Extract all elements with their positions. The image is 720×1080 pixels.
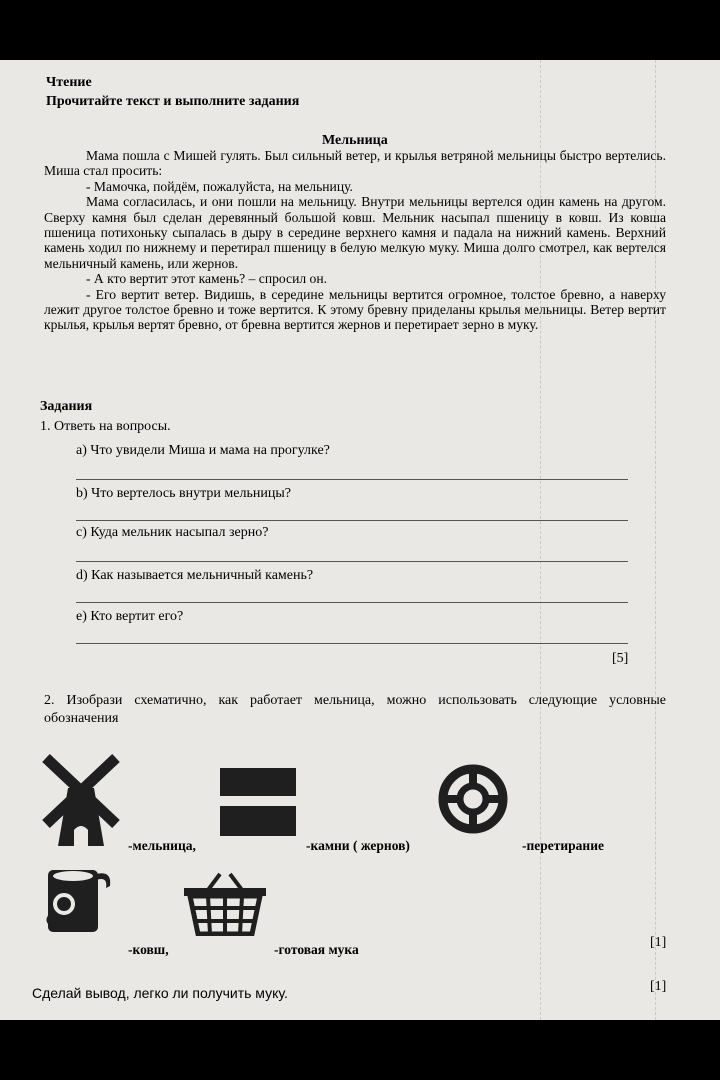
answer-line-e[interactable] xyxy=(76,643,628,644)
task1-score: [5] xyxy=(612,651,629,666)
task3-score: [1] xyxy=(650,979,667,994)
answer-line-b[interactable] xyxy=(76,520,628,521)
legend-label-windmill: -мельница, xyxy=(128,838,196,853)
legend-label-grinding: -перетирание xyxy=(522,838,604,853)
story-paragraph: - А кто вертит этот камень? – спросил он. xyxy=(86,271,327,287)
task2-text: 2. Изобрази схематично, как работает мельница, можно использовать следующие условные обозначения xyxy=(44,693,666,726)
windmill-icon xyxy=(38,754,124,846)
question-e: e) Кто вертит его? xyxy=(76,609,184,624)
section-title: Чтение xyxy=(46,75,92,90)
legend-label-bucket: -ковш, xyxy=(128,942,169,957)
answer-line-c[interactable] xyxy=(76,561,628,562)
task2-score: [1] xyxy=(650,935,667,950)
millstones-icon xyxy=(220,768,296,836)
question-a: a) Что увидели Миша и мама на прогулке? xyxy=(76,443,330,458)
story-paragraph: Мама пошла с Мишей гулять. Был сильный ветер, и крылья ветряной мельницы быстро вертелись. Миша стал просить: xyxy=(44,148,666,179)
task3-text: Сделай вывод, легко ли получить муку. xyxy=(32,985,288,1001)
story-title: Мельница xyxy=(322,133,388,148)
bucket-icon xyxy=(40,864,116,936)
legend-label-millstones: -камни ( жернов) xyxy=(306,838,410,853)
legend-label-basket: -готовая мука xyxy=(274,942,359,957)
question-d: d) Как называется мельничный камень? xyxy=(76,568,314,583)
question-b: b) Что вертелось внутри мельницы? xyxy=(76,486,291,501)
answer-line-a[interactable] xyxy=(76,479,628,480)
story-text xyxy=(44,148,666,333)
task1-title: 1. Ответь на вопросы. xyxy=(40,419,171,434)
instruction: Прочитайте текст и выполните задания xyxy=(46,94,300,109)
story-paragraph: Мама согласилась, и они пошли на мельницу. Внутри мельницы вертелся один камень на другом. Сверху камня был сделан деревянный большой ковш. Мельник насыпал пшеницу в ковш. Из ковша пшеница потихоньку сыпалась в дыру в середине верхнего камня и падала на нижний камень. Верхний камень ходил по нижнему и перетирал пшеницу в белую мелкую муку. Миша долго смотрел, как вертелся мельничный камень, или жернов. xyxy=(44,194,666,271)
story-paragraph: - Мамочка, пойдём, пожалуйста, на мельницу. xyxy=(86,178,353,194)
tasks-heading: Задания xyxy=(40,399,93,414)
answer-line-d[interactable] xyxy=(76,602,628,603)
basket-icon xyxy=(182,872,268,936)
grinding-wheel-icon xyxy=(438,764,508,834)
story-paragraph: - Его вертит ветер. Видишь, в середине мельницы вертится огромное, толстое бревно, а наверху лежит другое толстое бревно и тоже вертится. К этому бревну приделаны крылья мельницы. Ветер вертит крылья, крылья вертят бревно, от бревна вертится жернов и перетирает зерно в муку. xyxy=(44,286,666,333)
question-c: c) Куда мельник насыпал зерно? xyxy=(76,525,269,540)
